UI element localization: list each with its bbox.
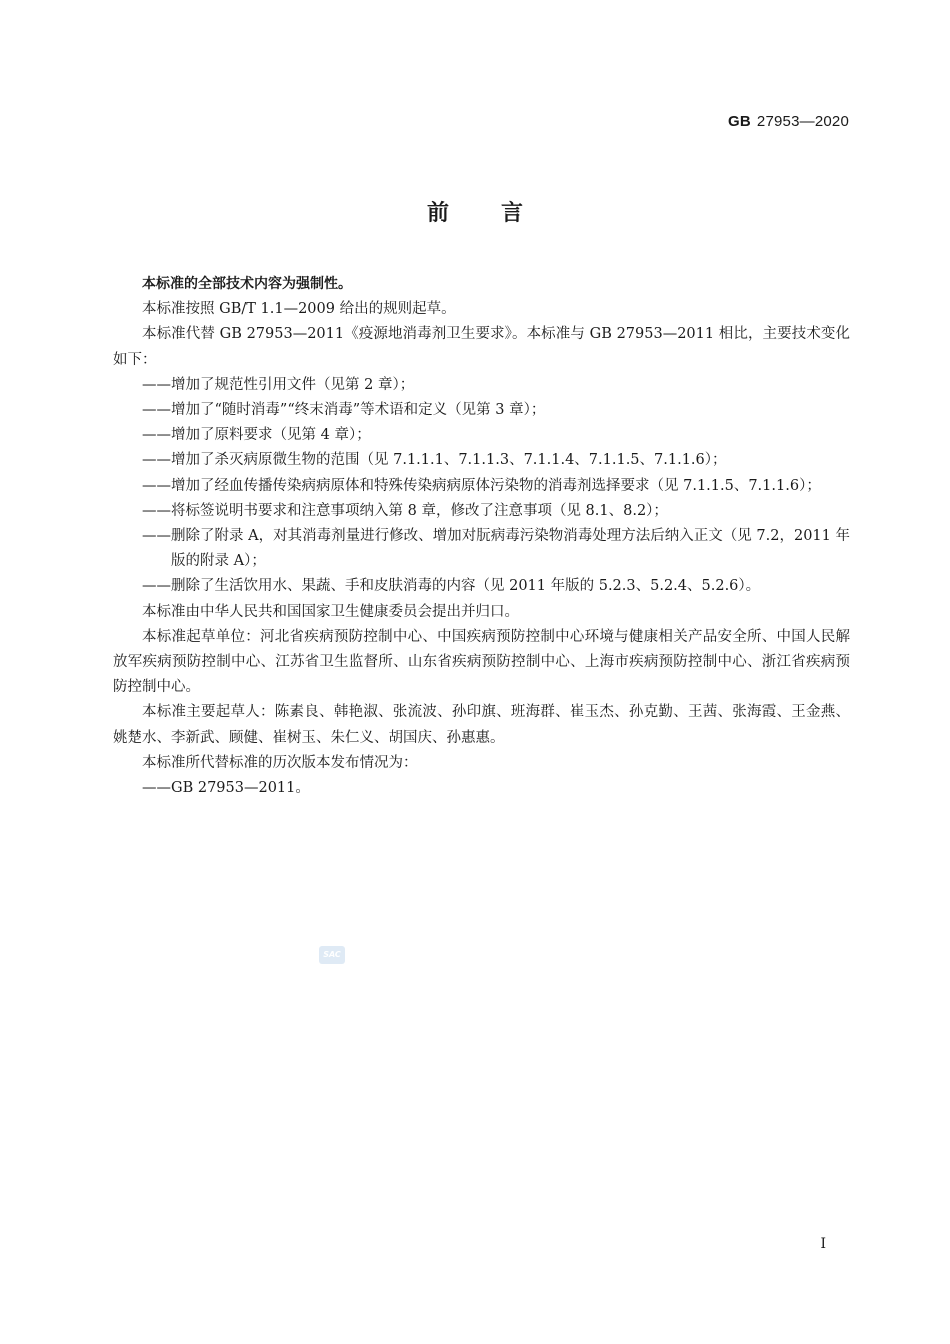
mandatory-statement: 本标准的全部技术内容为强制性。 <box>142 276 352 292</box>
change-item: ——删除了生活饮用水、果蔬、手和皮肤消毒的内容（见 2011 年版的 5.2.3、5.2.4、5.2.6）。 <box>142 578 761 595</box>
change-item: ——增加了杀灭病原微生物的范围（见 7.1.1.1、7.1.1.3、7.1.1.4、7.1.1.5、7.1.1.6）； <box>142 452 727 469</box>
standard-number: 27953—2020 <box>756 113 849 130</box>
sac-watermark-logo: SAC <box>319 946 345 964</box>
standard-code <box>728 113 849 130</box>
standard-prefix: GB <box>728 113 751 130</box>
page-number: I <box>820 1236 826 1252</box>
change-item: ——删除了附录 A，对其消毒剂量进行修改、增加对朊病毒污染物消毒处理方法后纳入正文（见 7.2，2011 年版的附录 A）； <box>142 528 850 570</box>
page-title: 前言 <box>426 201 575 226</box>
foreword-body <box>113 272 850 801</box>
change-item: ——增加了规范性引用文件（见第 2 章）； <box>142 376 415 393</box>
drafters-paragraph: 本标准主要起草人：陈素良、韩艳淑、张流波、孙印旗、班海群、崔玉杰、孙克勤、王茜、张海霞、王金燕、姚楚水、李新武、顾健、崔树玉、朱仁义、胡国庆、孙惠惠。 <box>113 704 850 746</box>
change-item: ——增加了“随时消毒”“终末消毒”等术语和定义（见第 3 章）； <box>142 402 546 419</box>
history-heading: 本标准所代替标准的历次版本发布情况为： <box>142 754 418 771</box>
proposer-paragraph: 本标准由中华人民共和国国家卫生健康委员会提出并归口。 <box>142 603 519 620</box>
replacement-paragraph: 本标准代替 GB 27953—2011《疫源地消毒剂卫生要求》。本标准与 GB 27953—2011 相比，主要技术变化如下： <box>113 326 850 368</box>
history-item: ——GB 27953—2011。 <box>142 780 310 797</box>
change-item: ——将标签说明书要求和注意事项纳入第 8 章，修改了注意事项（见 8.1、8.2）； <box>142 502 668 519</box>
drafting-units-paragraph: 本标准起草单位：河北省疾病预防控制中心、中国疾病预防控制中心环境与健康相关产品安全所、中国人民解放军疾病预防控制中心、江苏省卫生监督所、山东省疾病预防控制中心、上海市疾病预防控制中心、浙江省疾病预防控制中心。 <box>113 628 850 696</box>
drafting-rules-paragraph: 本标准按照 GB/T 1.1—2009 给出的规则起草。 <box>142 301 456 318</box>
change-item: ——增加了原料要求（见第 4 章）； <box>142 427 371 444</box>
change-item: ——增加了经血传播传染病病原体和特殊传染病病原体污染物的消毒剂选择要求（见 7.1.1.5、7.1.1.6）； <box>142 477 821 494</box>
